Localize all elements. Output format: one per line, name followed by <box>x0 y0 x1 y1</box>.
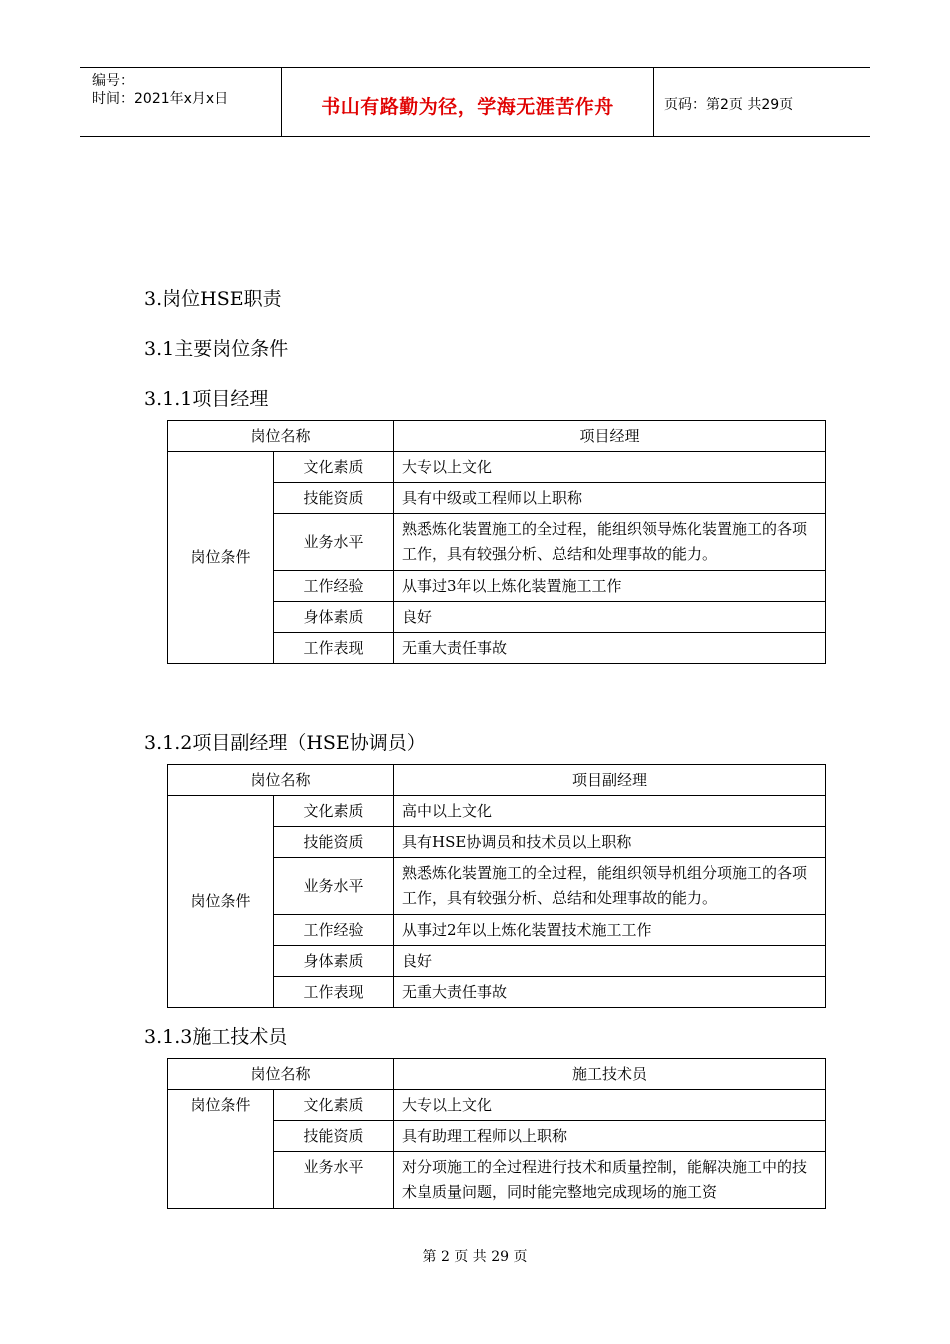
condition-key: 业务水平 <box>274 858 394 915</box>
condition-value: 熟悉炼化装置施工的全过程，能组织领导机组分项施工的各项工作，具有较强分析、总结和处理事故的能力。 <box>394 858 826 915</box>
table-row <box>168 1059 826 1090</box>
condition-key: 工作经验 <box>274 915 394 946</box>
condition-key: 技能资质 <box>274 827 394 858</box>
position-table-deputy-manager <box>167 764 826 1008</box>
condition-value: 良好 <box>394 946 826 977</box>
condition-key: 工作经验 <box>274 571 394 602</box>
page-header <box>80 67 870 137</box>
condition-value: 对分项施工的全过程进行技术和质量控制，能解决施工中的技术皇质量问题，同时能完整地完成现场的施工资 <box>394 1152 826 1209</box>
condition-value: 大专以上文化 <box>394 452 826 483</box>
condition-key: 工作表现 <box>274 977 394 1008</box>
condition-value: 无重大责任事故 <box>394 633 826 664</box>
condition-value: 从事过3年以上炼化装置施工工作 <box>394 571 826 602</box>
section-heading-3-1-1: 3.1.1项目经理 <box>144 388 269 410</box>
position-table-technician <box>167 1058 826 1209</box>
condition-value: 具有HSE协调员和技术员以上职称 <box>394 827 826 858</box>
conditions-label: 岗位条件 <box>168 1090 274 1209</box>
condition-key: 身体素质 <box>274 946 394 977</box>
section-heading-3-1: 3.1主要岗位条件 <box>144 338 289 360</box>
condition-key: 技能资质 <box>274 483 394 514</box>
table-row <box>168 421 826 452</box>
position-name-label: 岗位名称 <box>168 765 394 796</box>
position-name-label: 岗位名称 <box>168 1059 394 1090</box>
section-heading-3-1-3: 3.1.3施工技术员 <box>144 1026 288 1048</box>
conditions-label: 岗位条件 <box>168 452 274 664</box>
table-row <box>168 1090 826 1121</box>
position-name-value: 施工技术员 <box>394 1059 826 1090</box>
condition-key: 技能资质 <box>274 1121 394 1152</box>
header-meta <box>80 68 282 136</box>
condition-value: 具有中级或工程师以上职称 <box>394 483 826 514</box>
condition-value: 无重大责任事故 <box>394 977 826 1008</box>
condition-value: 高中以上文化 <box>394 796 826 827</box>
condition-value: 熟悉炼化装置施工的全过程，能组织领导炼化装置施工的各项工作，具有较强分析、总结和处理事故的能力。 <box>394 514 826 571</box>
condition-value: 从事过2年以上炼化装置技术施工工作 <box>394 915 826 946</box>
table-row <box>168 796 826 827</box>
condition-key: 身体素质 <box>274 602 394 633</box>
position-name-label: 岗位名称 <box>168 421 394 452</box>
position-name-value: 项目副经理 <box>394 765 826 796</box>
condition-key: 工作表现 <box>274 633 394 664</box>
header-motto: 书山有路勤为径，学海无涯苦作舟 <box>282 68 654 136</box>
table-row <box>168 765 826 796</box>
conditions-label: 岗位条件 <box>168 796 274 1008</box>
position-table-project-manager <box>167 420 826 664</box>
time-label: 时间：2021年x月x日 <box>92 91 229 107</box>
condition-value: 具有助理工程师以上职称 <box>394 1121 826 1152</box>
condition-key: 文化素质 <box>274 452 394 483</box>
section-heading-3: 3.岗位HSE职责 <box>144 288 282 310</box>
condition-key: 文化素质 <box>274 1090 394 1121</box>
condition-key: 业务水平 <box>274 1152 394 1209</box>
position-name-value: 项目经理 <box>394 421 826 452</box>
header-page-label: 页码：第2页 共29页 <box>664 97 794 113</box>
page-footer: 第 2 页 共 29 页 <box>422 1249 528 1265</box>
number-label: 编号： <box>92 73 134 89</box>
section-heading-3-1-2: 3.1.2项目副经理（HSE协调员） <box>144 732 426 754</box>
condition-key: 文化素质 <box>274 796 394 827</box>
condition-value: 良好 <box>394 602 826 633</box>
table-row <box>168 452 826 483</box>
condition-value: 大专以上文化 <box>394 1090 826 1121</box>
condition-key: 业务水平 <box>274 514 394 571</box>
